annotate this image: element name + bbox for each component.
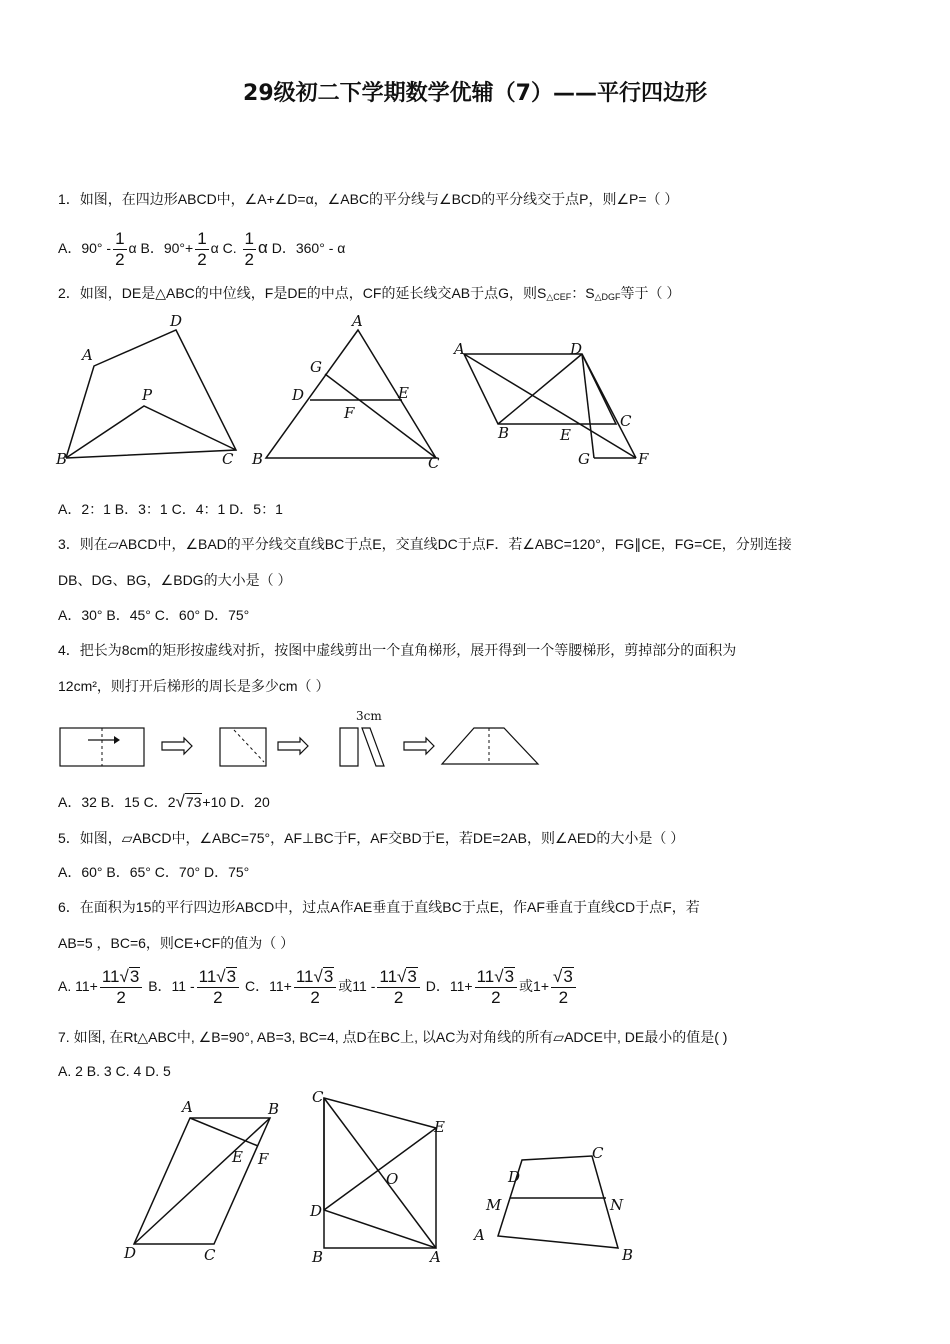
label-A: A	[474, 1226, 485, 1244]
label-A: A	[454, 340, 465, 358]
label-C: C	[428, 454, 440, 472]
label-D: D	[570, 340, 583, 358]
figure-parallelogram-q5	[118, 1092, 298, 1272]
label-E: E	[232, 1148, 243, 1166]
label-F: F	[344, 404, 355, 422]
line-db	[498, 354, 582, 424]
label-B: B	[268, 1100, 280, 1118]
question-2-options: A．2：1 B．3：1 C．4：1 D．5：1	[58, 501, 283, 517]
question-3-options: A．30° B．45° C．60° D．75°	[58, 607, 250, 623]
label-D: D	[508, 1168, 521, 1186]
label-C: C	[204, 1246, 216, 1264]
label-B: B	[622, 1246, 634, 1264]
figure-triangle-q2	[250, 310, 450, 470]
question-6-line2: AB=5 ，BC=6，则CE+CF的值为（ ）	[58, 935, 295, 951]
label-D: D	[124, 1244, 137, 1262]
label-G: G	[310, 358, 322, 376]
question-5-text: 5．如图，▱ABCD中，∠ABC=75°，AF⊥BC于F，AF交BD于E，若DE=2AB，则∠AED的大小是（ ）	[58, 830, 685, 846]
label-B: B	[498, 424, 510, 442]
question-3-line2: DB、DG、BG，∠BDG的大小是（ ）	[58, 572, 292, 588]
line-dg	[582, 354, 594, 458]
label-D: D	[310, 1202, 323, 1220]
figure-parallelogram-q3	[450, 330, 660, 470]
isosceles-trapezoid	[442, 728, 538, 764]
question-1-text: 1．如图，在四边形ABCD中，∠A+∠D=α，∠ABC的平分线与∠BCD的平分线交于点P，则∠P=（ ）	[58, 191, 679, 207]
cut-piece	[362, 728, 384, 766]
label-M: M	[486, 1196, 502, 1214]
question-6-options: A. 11+ $\frac{11√3}{2}$ B．11 - $\frac{11√3}{2}$ C．11+ $\frac{11√3}{2}$ 或11 - $\frac{11√3}{2}$ D．11+ $\frac{11√3}{2}$ 或1+ $\frac{√3}{2}$	[58, 964, 578, 1008]
arrow-icon	[162, 738, 192, 754]
label-F: F	[258, 1150, 269, 1168]
question-6-line1: 6．在面积为15的平行四边形ABCD中，过点A作AE垂直于直线BC于点E，作AF垂直于直线CD于点F，若	[58, 899, 700, 915]
arrow-icon	[404, 738, 434, 754]
label-N: N	[610, 1196, 624, 1214]
cut-line	[234, 730, 264, 762]
arrow-icon	[278, 738, 308, 754]
folded-rectangle	[220, 728, 266, 766]
question-4-options: A．32 B．15 C．2√73+10 D．20	[58, 792, 270, 811]
question-4-line2: 12cm²，则打开后梯形的周长是多少cm（ ）	[58, 678, 330, 694]
label-P: P	[142, 386, 153, 404]
label-G: G	[578, 450, 590, 468]
figure-quadrilateral-misc	[470, 1140, 650, 1270]
label-C: C	[312, 1088, 324, 1106]
label-B: B	[252, 450, 264, 468]
figure-folding-q4	[58, 706, 548, 770]
question-7-options: A. 2 B. 3 C. 4 D. 5	[58, 1063, 171, 1079]
label-A: A	[430, 1248, 441, 1266]
label-F: F	[638, 450, 649, 468]
figure-quadrilateral-q1	[50, 310, 250, 470]
line-cg	[325, 374, 436, 458]
label-C: C	[592, 1144, 604, 1162]
line-af	[190, 1118, 258, 1146]
question-3-line1: 3．则在▱ABCD中，∠BAD的平分线交直线BC于点E，交直线DC于点F．若∠ABC=120°，FG∥CE，FG=CE，分别连接	[58, 536, 792, 552]
label-B: B	[56, 450, 68, 468]
diagonal-ac	[324, 1098, 436, 1248]
label-3cm: 3cm	[356, 709, 382, 723]
question-7-text: 7. 如图, 在Rt△ABC中, ∠B=90°, AB=3, BC=4, 点D在BC上, 以AC为对角线的所有▱ADCE中, DE最小的值是( )	[58, 1029, 728, 1045]
label-O: O	[386, 1170, 399, 1188]
diagonal-de	[324, 1128, 436, 1210]
label-D: D	[292, 386, 305, 404]
label-A: A	[82, 346, 93, 364]
diagonal-bd	[134, 1118, 270, 1244]
bisector-lines	[66, 406, 236, 458]
question-2-text: 2．如图，DE是△ABC的中位线，F是DE的中点，CF的延长线交AB于点G，则$S_{\triangle CEF}$：$S_{\triangle DGF}$等于（ ）	[58, 285, 681, 302]
label-E: E	[434, 1118, 445, 1136]
label-B: B	[312, 1248, 324, 1266]
label-A: A	[182, 1098, 193, 1116]
figure-rectangle-q7	[300, 1086, 460, 1272]
question-1-options: A．90° - $\frac{1}{2}$ α B．90°+ $\frac{1}{2}$ α C. $\frac{1}{2}$ α D．360° - α	[58, 228, 346, 269]
label-E: E	[398, 384, 409, 402]
question-5-options: A．60° B．65° C．70° D．75°	[58, 864, 250, 880]
cut-shape	[340, 728, 358, 766]
label-C: C	[222, 450, 234, 468]
question-4-line1: 4．把长为8cm的矩形按虚线对折，按图中虚线剪出一个直角梯形，展开得到一个等腰梯形，剪掉部分的面积为	[58, 642, 737, 658]
label-C: C	[620, 412, 632, 430]
label-E: E	[560, 426, 571, 444]
label-A: A	[352, 312, 363, 330]
page-title: 29级初二下学期数学优辅（7）——平行四边形	[243, 81, 707, 106]
label-D: D	[170, 312, 183, 330]
